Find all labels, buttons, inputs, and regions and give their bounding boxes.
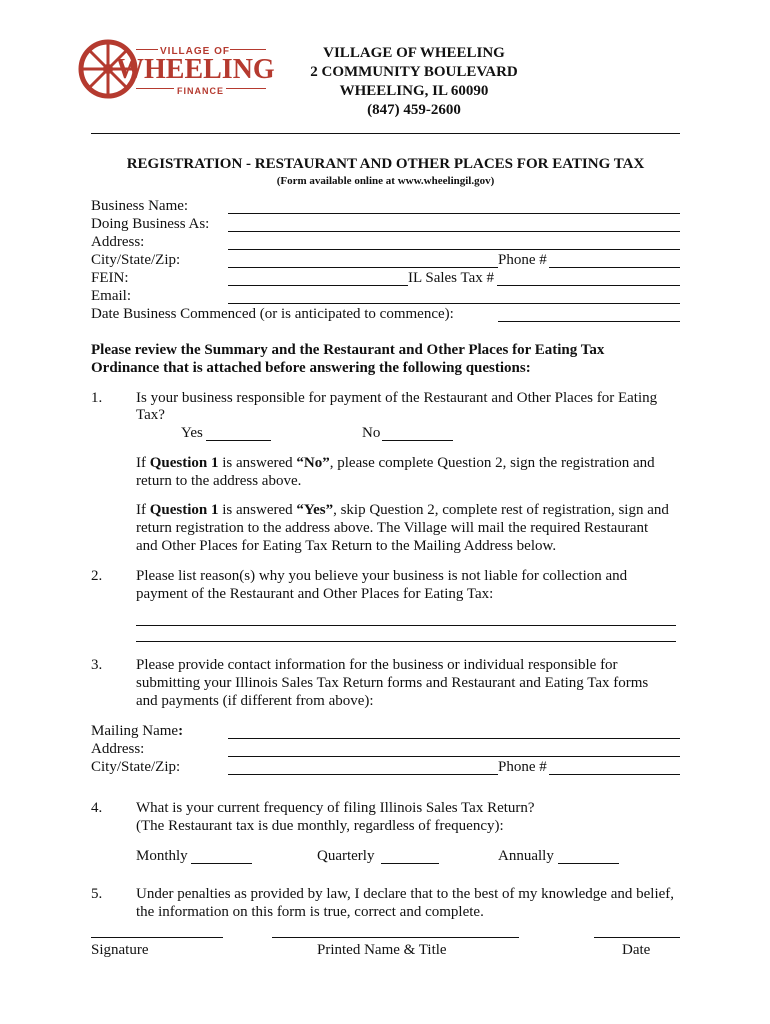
- q4-number: 4.: [91, 800, 103, 816]
- instructions-line-1: Please review the Summary and the Restaurant and Other Places for Eating Tax: [91, 342, 605, 358]
- logo-line-top-left: [136, 49, 158, 50]
- q1-yes-text-d: “Yes”: [296, 502, 334, 518]
- mailing-name-text: Mailing Name: [91, 723, 179, 739]
- q2-line-1: Please list reason(s) why you believe your business is not liable for collection and: [136, 568, 628, 584]
- header-line-2: 2 COMMUNITY BOULEVARD: [310, 64, 518, 80]
- signature-label: Signature: [91, 942, 149, 958]
- date-commenced-label: Date Business Commenced (or is anticipated to commence):: [91, 306, 454, 322]
- q4-annually-line[interactable]: [558, 863, 619, 864]
- q1-no-paragraph-line-1: [136, 454, 655, 472]
- header-block: [268, 44, 560, 120]
- q1-yes-text-b: Question 1: [149, 502, 219, 518]
- form-title: REGISTRATION - RESTAURANT AND OTHER PLACES FOR EATING TAX: [126, 156, 645, 172]
- q4-line-2: (The Restaurant tax is due monthly, regardless of frequency):: [136, 818, 504, 834]
- mailing-name-colon: :: [178, 723, 184, 739]
- signature-line[interactable]: [91, 937, 223, 938]
- email-line[interactable]: [228, 303, 680, 304]
- address-label: Address:: [91, 234, 145, 250]
- q1-yes-text-c: is answered: [218, 502, 297, 518]
- q1-yes-text-e: , skip Question 2, complete rest of registration, sign and: [333, 502, 669, 518]
- header-divider: [91, 133, 680, 134]
- q4-line-1: What is your current frequency of filing Illinois Sales Tax Return?: [136, 800, 535, 816]
- q1-number: 1.: [91, 390, 103, 406]
- phone-line[interactable]: [549, 267, 680, 268]
- q1-yes-paragraph-line-2: return registration to the address above. The Village will mail the required Restaurant: [136, 520, 649, 536]
- q4-quarterly-line[interactable]: [381, 863, 439, 864]
- q1-no-text-b: Question 1: [149, 455, 219, 471]
- logo-main-text: WHEELING: [116, 54, 275, 85]
- q1-no-label: No: [362, 425, 381, 441]
- logo-line-bottom-left: [136, 88, 174, 89]
- il-sales-tax-label: IL Sales Tax #: [408, 270, 495, 286]
- q1-no-text-c: is answered: [218, 455, 297, 471]
- q3-line-1: Please provide contact information for the business or individual responsible for: [136, 657, 618, 673]
- phone-label: Phone #: [498, 252, 547, 268]
- q1-no-text-d: “No”: [296, 455, 330, 471]
- logo-line-top-right: [230, 49, 266, 50]
- fein-line[interactable]: [228, 285, 408, 286]
- q5-line-2: the information on this form is true, correct and complete.: [136, 904, 484, 920]
- q2-answer-line-1[interactable]: [136, 625, 676, 626]
- email-label: Email:: [91, 288, 131, 304]
- city-label: City/State/Zip:: [91, 252, 181, 268]
- header-line-4: (847) 459-2600: [367, 102, 461, 118]
- q1-yes-paragraph-line-3: and Other Places for Eating Tax Return to the Mailing Address below.: [136, 538, 557, 554]
- q2-number: 2.: [91, 568, 103, 584]
- logo-top-text: VILLAGE OF: [160, 46, 230, 57]
- q3-line-3: and payments (if different from above):: [136, 693, 374, 709]
- address-line[interactable]: [228, 249, 680, 250]
- q3-line-2: submitting your Illinois Sales Tax Return forms and Restaurant and Eating Tax forms: [136, 675, 649, 691]
- dba-label: Doing Business As:: [91, 216, 210, 232]
- q5-number: 5.: [91, 886, 103, 902]
- q1-no-text-a: If: [136, 455, 150, 471]
- mailing-phone-label: Phone #: [498, 759, 547, 775]
- q2-line-2: payment of the Restaurant and Other Places for Eating Tax:: [136, 586, 494, 602]
- mailing-name-line[interactable]: [228, 738, 680, 739]
- q4-monthly-label: Monthly: [136, 848, 188, 864]
- mailing-city-label: City/State/Zip:: [91, 759, 181, 775]
- header-line-3: WHEELING, IL 60090: [339, 83, 489, 99]
- form-subtitle: (Form available online at www.wheelingil.gov): [276, 175, 495, 187]
- date-commenced-line[interactable]: [498, 321, 680, 322]
- printed-name-label: Printed Name & Title: [317, 942, 447, 958]
- fein-label: FEIN:: [91, 270, 129, 286]
- business-name-line[interactable]: [228, 213, 680, 214]
- mailing-address-label: Address:: [91, 741, 145, 757]
- mailing-city-line[interactable]: [228, 774, 498, 775]
- business-name-label: Business Name:: [91, 198, 189, 214]
- header-line-1: VILLAGE OF WHEELING: [323, 45, 505, 61]
- q1-yes-paragraph-line-1: [136, 501, 669, 519]
- q3-number: 3.: [91, 657, 103, 673]
- logo-bottom-text: FINANCE: [177, 86, 224, 96]
- q2-answer-line-2[interactable]: [136, 641, 676, 642]
- q1-yes-label: Yes: [181, 425, 203, 441]
- q1-line-2: Tax?: [136, 407, 165, 423]
- mailing-name-label: [91, 722, 183, 740]
- q1-no-paragraph-line-2: return to the address above.: [136, 473, 302, 489]
- q4-quarterly-label: Quarterly: [317, 848, 375, 864]
- il-sales-tax-line[interactable]: [497, 285, 680, 286]
- city-line[interactable]: [228, 267, 498, 268]
- q5-line-1: Under penalties as provided by law, I declare that to the best of my knowledge and belief,: [136, 886, 675, 902]
- logo-line-bottom-right: [226, 88, 266, 89]
- q1-no-text-e: , please complete Question 2, sign the registration and: [329, 455, 655, 471]
- q1-no-line[interactable]: [382, 440, 453, 441]
- q4-monthly-line[interactable]: [191, 863, 252, 864]
- mailing-address-line[interactable]: [228, 756, 680, 757]
- q1-yes-line[interactable]: [206, 440, 271, 441]
- dba-line[interactable]: [228, 231, 680, 232]
- printed-name-line[interactable]: [272, 937, 519, 938]
- date-label: Date: [622, 942, 651, 958]
- mailing-phone-line[interactable]: [549, 774, 680, 775]
- village-logo: [78, 38, 275, 100]
- date-line[interactable]: [594, 937, 680, 938]
- q4-annually-label: Annually: [498, 848, 554, 864]
- instructions-line-2: Ordinance that is attached before answering the following questions:: [91, 360, 531, 376]
- q1-line-1: Is your business responsible for payment of the Restaurant and Other Places for Eating: [136, 390, 658, 406]
- q1-yes-text-a: If: [136, 502, 150, 518]
